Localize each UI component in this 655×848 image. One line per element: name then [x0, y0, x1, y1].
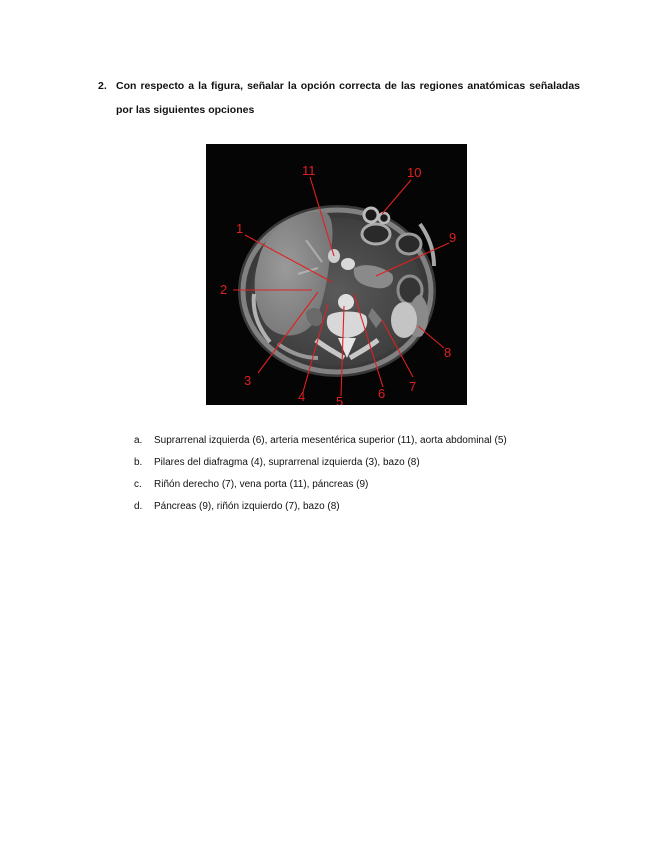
question-block — [98, 74, 580, 122]
label-7: 7 — [409, 379, 417, 394]
aorta — [338, 294, 354, 310]
vessel — [328, 249, 340, 263]
ct-scan-image — [206, 144, 467, 405]
label-9: 9 — [449, 230, 457, 245]
label-11: 11 — [302, 163, 316, 178]
label-6: 6 — [378, 386, 386, 401]
option-letter: b. — [134, 457, 143, 468]
option-c[interactable] — [134, 474, 574, 496]
bowel-loop — [397, 234, 421, 254]
label-2: 2 — [220, 282, 228, 297]
label-10: 10 — [407, 165, 422, 180]
question-number: 2. — [98, 80, 107, 92]
answer-options — [134, 430, 574, 518]
option-a[interactable] — [134, 430, 574, 452]
option-d[interactable] — [134, 496, 574, 518]
vessel — [341, 258, 355, 270]
label-3: 3 — [244, 373, 252, 388]
left-kidney — [391, 302, 417, 338]
option-letter: d. — [134, 501, 143, 512]
label-1: 1 — [236, 221, 244, 236]
question-text: Con respecto a la figura, señalar la opción correcta de las regiones anatómicas señaladas por las siguientes opciones — [116, 80, 580, 116]
ct-scan-figure — [206, 144, 467, 405]
option-letter: c. — [134, 479, 142, 490]
bowel-loop — [364, 208, 378, 222]
bowel-loop — [362, 224, 390, 244]
option-text: Pilares del diafragma (4), suprarrenal izquierda (3), bazo (8) — [154, 457, 420, 468]
bowel-loop — [379, 213, 389, 223]
option-text: Suprarrenal izquierda (6), arteria mesentérica superior (11), aorta abdominal (5) — [154, 435, 507, 446]
label-4: 4 — [298, 389, 306, 404]
option-text: Páncreas (9), riñón izquierdo (7), bazo (8) — [154, 501, 340, 512]
option-b[interactable] — [134, 452, 574, 474]
label-5: 5 — [336, 394, 344, 405]
option-letter: a. — [134, 435, 143, 446]
option-text: Riñón derecho (7), vena porta (11), páncreas (9) — [154, 479, 369, 490]
label-8: 8 — [444, 345, 452, 360]
